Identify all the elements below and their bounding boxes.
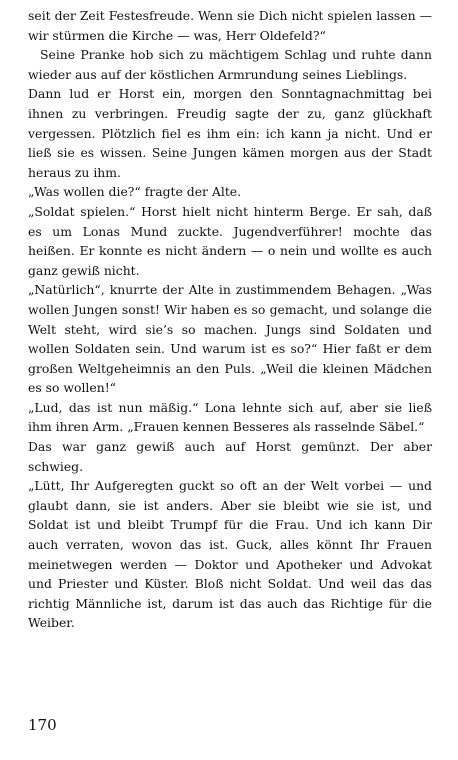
paragraph: Seine Pranke hob sich zu mächtigem Schlag und ruhte dann wieder aus auf der köstlichen Armrundung seines Lieblings. <box>28 47 432 82</box>
paragraph: „Lud, das ist nun mäßig.“ Lona lehnte sich auf, aber sie ließ ihm ihren Arm. „Frauen kennen Besseres als rasselnde Säbel.“ <box>28 399 432 435</box>
page-number: 170 <box>28 716 57 734</box>
paragraph: „Was wollen die?“ fragte der Alte. <box>28 184 242 200</box>
paragraph-continuation: seit der Zeit Festesfreude. Wenn sie Dich nicht spielen lassen — wir stürmen die Kirche — was, Herr Oldefeld?“ <box>28 8 432 43</box>
paragraph: „Soldat spielen.“ Horst hielt nicht hinterm Berge. Er sah, daß es um Lonas Mund zuckte. Jugendverführer! mochte das heißen. Er konnte es nicht ändern — o nein und wollte es auch ganz gewiß nicht. <box>28 203 432 278</box>
paragraph: Das war ganz gewiß auch auf Horst gemünzt. Der aber schwieg. <box>28 439 432 474</box>
paragraph: „Lütt, Ihr Aufgeregten guckt so oft an der Welt vorbei — und glaubt dann, sie ist anders. Aber sie bleibt wie sie ist, und Soldat ist und bleibt Trumpf für die Frau. Und ich kann Dir auch verraten, wovon das ist. Guck, alles könnt Ihr Frauen meinetwegen werden — Doktor und Apotheker und Advokat und Priester und Küster. Bloß nicht Soldat. Und weil das das richtig Männliche ist, darum ist das auch das Richtige für die Weiber. <box>28 478 432 631</box>
paragraph: Dann lud er Horst ein, morgen den Sonntagnachmittag bei ihnen zu verbringen. Freudig sagte der zu, ganz glückhaft vergessen. Plötzlich fiel es ihm ein: ich kann ja nicht. Und er ließ sie es wissen. Seine Jungen kämen morgen aus der Stadt heraus zu ihm. <box>28 86 432 180</box>
body-text <box>28 6 432 633</box>
paragraph: „Natürlich“, knurrte der Alte in zustimmendem Behagen. „Was wollen Jungen sonst! Wir haben es so gemacht, und solange die Welt steht, wird sie’s so machen. Jungs sind Soldaten und wollen Soldaten sein. Und warum ist es so?“ Hier faßt er dem großen Weltgeheimnis an den Puls. „Weil die kleinen Mädchen es so wollen!“ <box>28 282 432 396</box>
